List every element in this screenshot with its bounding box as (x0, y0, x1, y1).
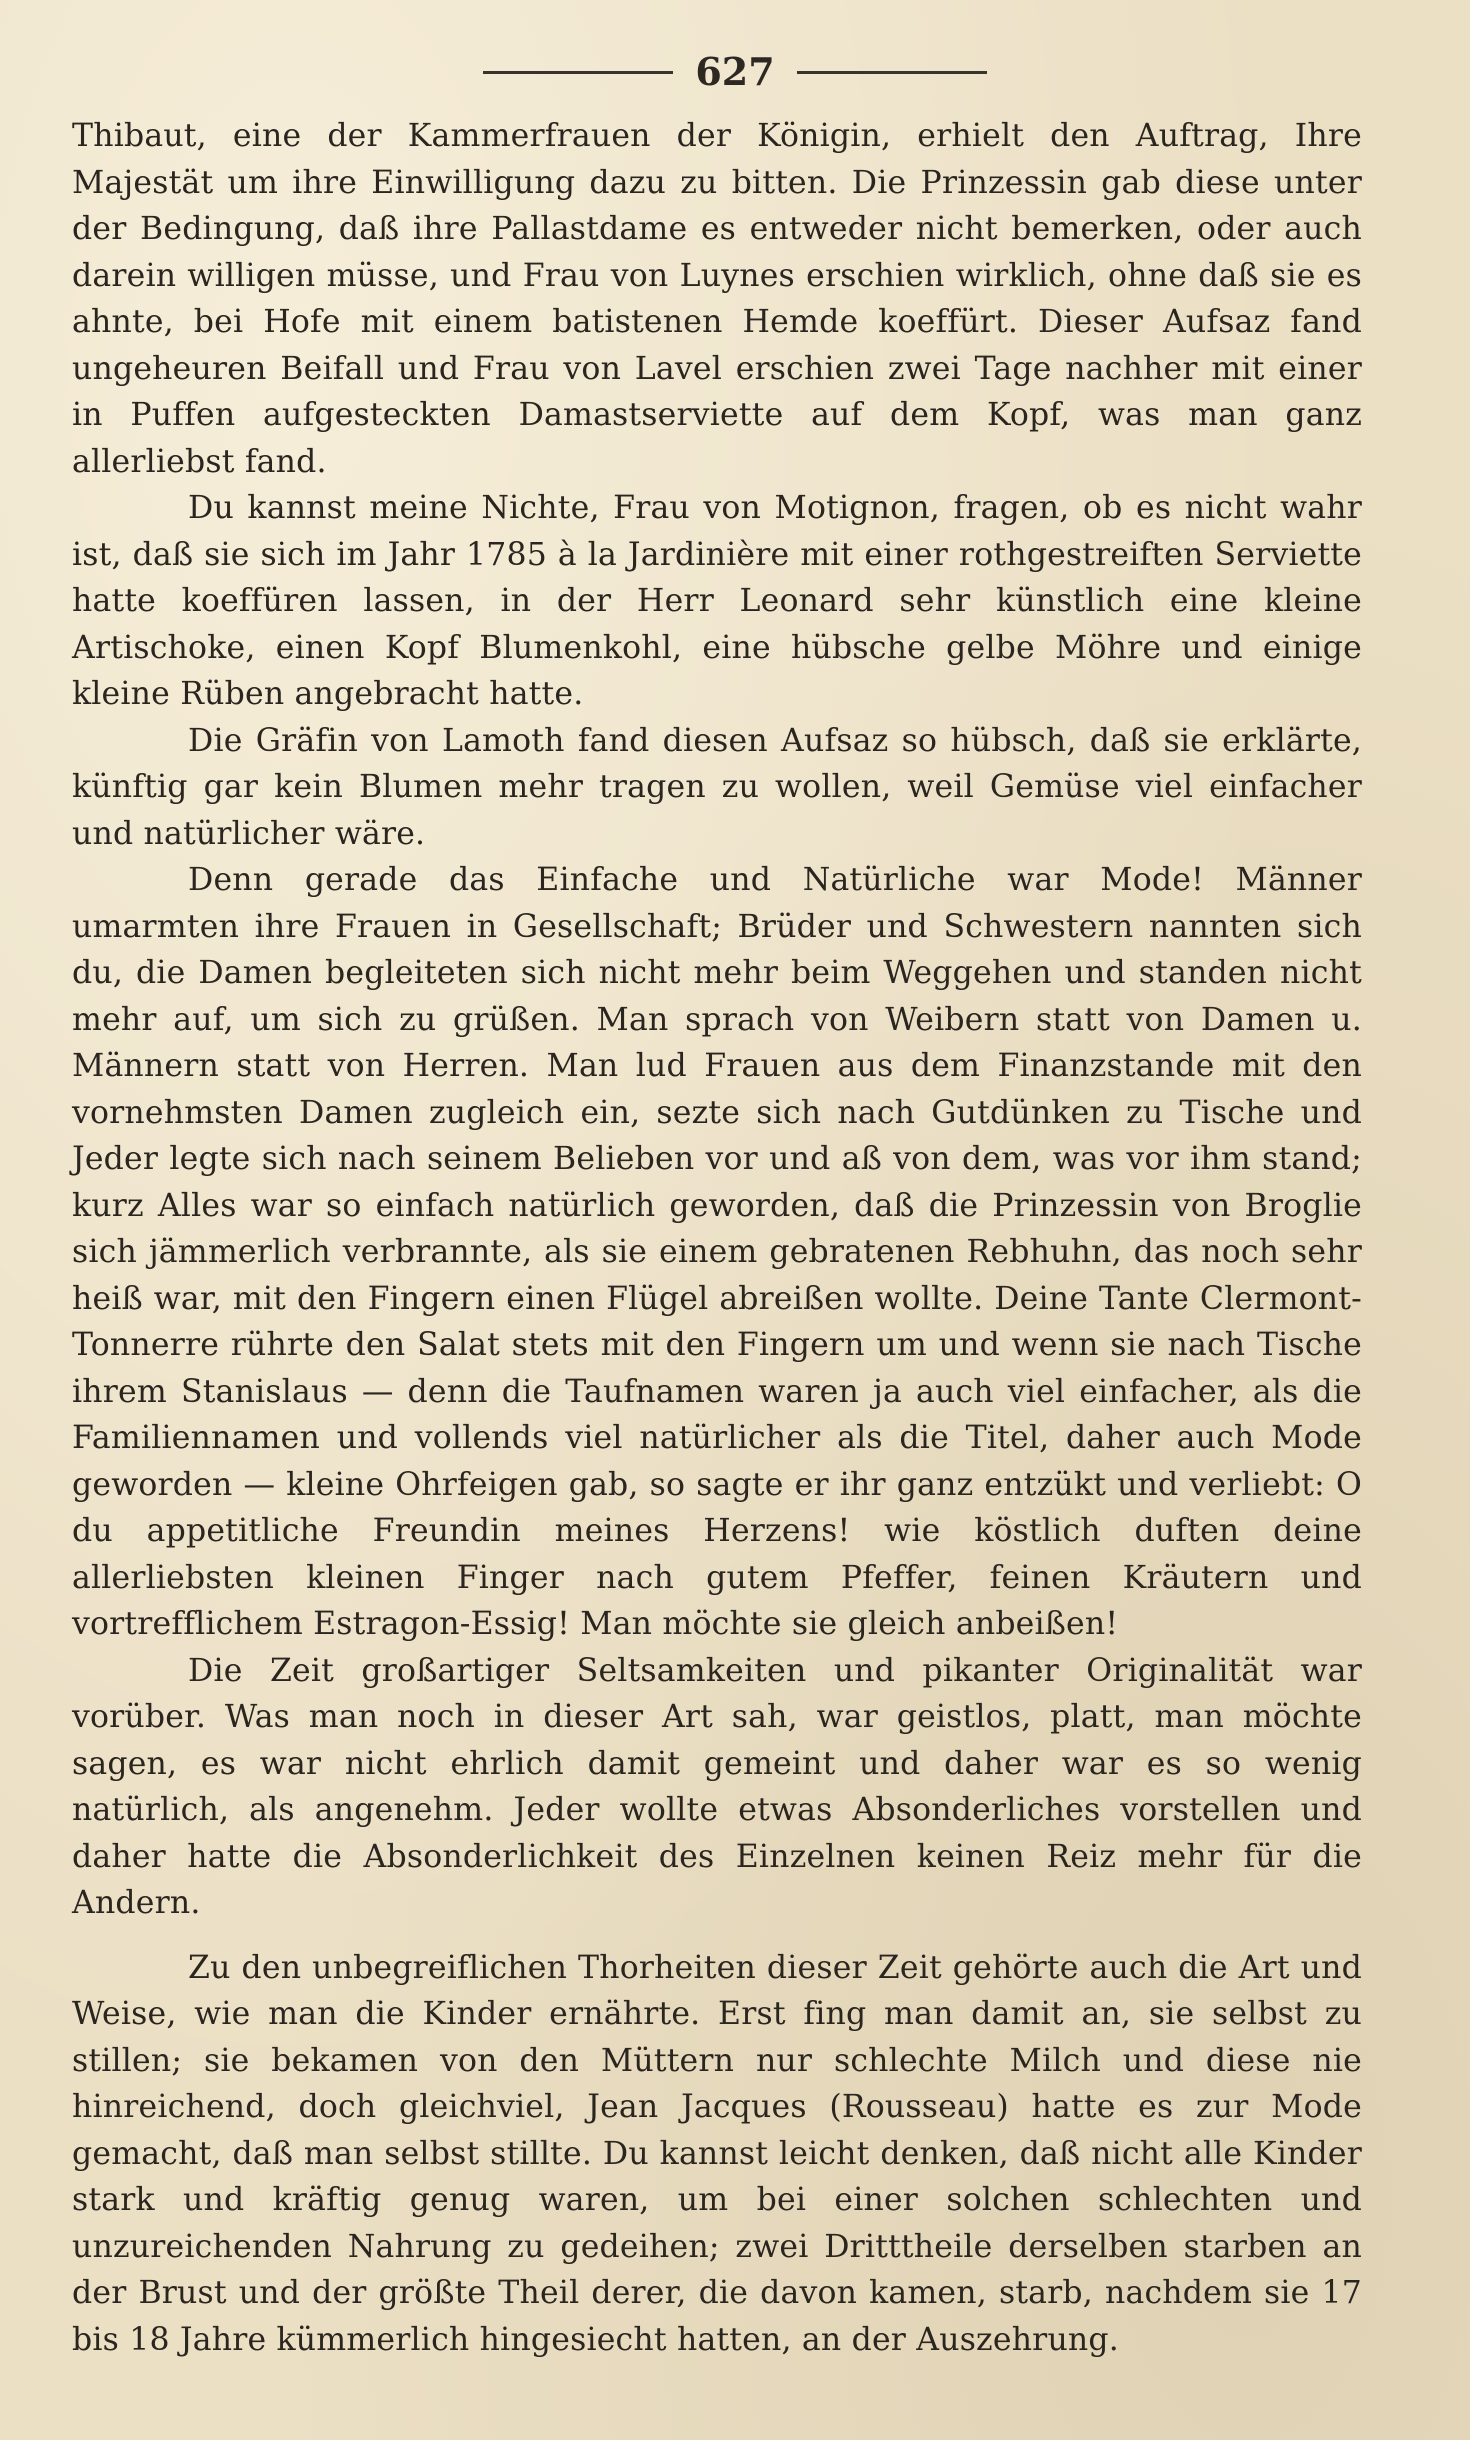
header-rule-left (483, 71, 673, 74)
header-rule-right (797, 71, 987, 74)
body-text (72, 113, 1362, 2363)
paragraph-3: Die Gräfin von Lamoth fand diesen Aufsaz so hübsch, daß sie erklärte, künftig gar kein Blumen mehr tragen zu wollen, weil Gemüse viel einfacher und natürlicher wäre. (72, 722, 1362, 852)
page-number: 627 (695, 49, 775, 94)
paragraph-5: Die Zeit großartiger Seltsamkeiten und pikanter Originalität war vorüber. Was man noch in dieser Art sah, war geistlos, platt, man möchte sagen, es war nicht ehrlich damit gemeint und daher war es so wenig natürlich, als angenehm. Jeder wollte etwas Absonderliches vorstellen und daher hatte die Absonderlichkeit des Einzelnen keinen Reiz mehr für die Andern. (72, 1652, 1362, 1921)
paragraph-1: Thibaut, eine der Kammerfrauen der Königin, erhielt den Auftrag, Ihre Majestät um ihre Einwilligung dazu zu bitten. Die Prinzessin gab diese unter der Bedingung, daß ihre Pallastdame es entweder nicht bemerken, oder auch darein willigen müsse, und Frau von Luynes erschien wirklich, ohne daß sie es ahnte, bei Hofe mit einem batistenen Hemde koeffürt. Dieser Aufsaz fand ungeheuren Beifall und Frau von Lavel erschien zwei Tage nachher mit einer in Puffen aufgesteckten Damastserviette auf dem Kopf, was man ganz allerliebst fand. (72, 118, 1362, 480)
paragraph-4: Denn gerade das Einfache und Natürliche war Mode! Männer umarmten ihre Frauen in Gesellschaft; Brüder und Schwestern nannten sich du, die Damen begleiteten sich nicht mehr beim Weggehen und standen nicht mehr auf, um sich zu grüßen. Man sprach von Weibern statt von Damen u. Männern statt von Herren. Man lud Frauen aus dem Finanzstande mit den vornehmsten Damen zugleich ein, sezte sich nach Gutdünken zu Tische und Jeder legte sich nach seinem Belieben vor und aß von dem, was vor ihm stand; kurz Alles war so einfach natürlich geworden, daß die Prinzessin von Broglie sich jämmerlich verbrannte, als sie einem gebratenen Rebhuhn, das noch sehr heiß war, mit den Fingern einen Flügel abreißen wollte. Deine Tante Clermont-Tonnerre rührte den Salat stets mit den Fingern um und wenn sie nach Tische ihrem Stanislaus — denn die Taufnamen waren ja auch viel einfacher, als die Familiennamen und vollends viel natürlicher als die Titel, daher auch Mode geworden — kleine Ohrfeigen gab, so sagte er ihr ganz entzükt und verliebt: O du appetitliche Freundin meines Herzens! wie köstlich duften deine allerliebsten kleinen Finger nach gutem Pfeffer, feinen Kräutern und vortrefflichem Estragon-Essig! Man möchte sie gleich anbeißen! (72, 862, 1362, 1642)
paragraph-6: Zu den unbegreiflichen Thorheiten dieser Zeit gehörte auch die Art und Weise, wie man die Kinder ernährte. Erst fing man damit an, sie selbst zu stillen; sie bekamen von den Müttern nur schlechte Milch und diese nie hinreichend, doch gleichviel, Jean Jacques (Rousseau) hatte es zur Mode gemacht, daß man selbst stillte. Du kannst leicht denken, daß nicht alle Kinder stark und kräftig genug waren, um bei einer solchen schlechten und unzureichenden Nahrung zu gedeihen; zwei Dritttheile derselben starben an der Brust und der größte Theil derer, die davon kamen, starb, nachdem sie 17 bis 18 Jahre kümmerlich hingesiecht hatten, an der Auszehrung. (72, 1949, 1362, 2358)
paragraph-2: Du kannst meine Nichte, Frau von Motignon, fragen, ob es nicht wahr ist, daß sie sich im Jahr 1785 à la Jardinière mit einer rothgestreiften Serviette hatte koeffüren lassen, in der Herr Leonard sehr künstlich eine kleine Artischoke, einen Kopf Blumenkohl, eine hübsche gelbe Möhre und einige kleine Rüben angebracht hatte. (72, 490, 1362, 712)
page-header (0, 44, 1470, 100)
